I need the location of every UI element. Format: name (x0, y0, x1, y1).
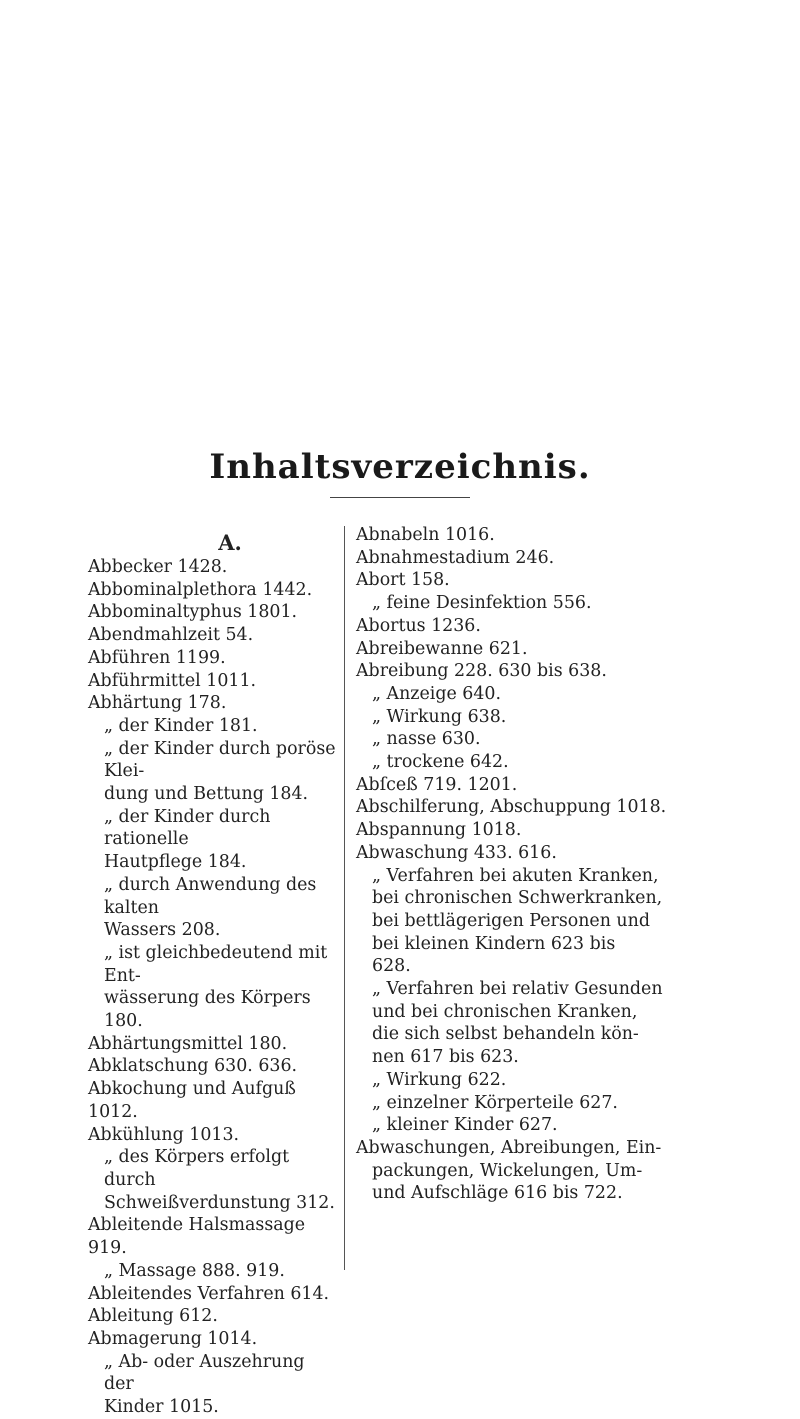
index-entry: Ableitung 612. (88, 1306, 218, 1327)
index-entry: Abreibung 228. 630 bis 638. (356, 661, 607, 682)
index-continuation: nen 617 bis 623. (372, 1047, 519, 1068)
index-entry: Abhärtung 178. (88, 693, 227, 714)
index-entry: Abklatschung 630. 636. (88, 1056, 298, 1077)
index-entry: Abkühlung 1013. (88, 1124, 240, 1145)
index-continuation: 628. (372, 956, 411, 977)
index-subentry: „ der Kinder durch poröse Klei- (104, 738, 336, 782)
index-entry: Abhärtungsmittel 180. (88, 1033, 288, 1054)
index-subentry: „ ist gleichbedeutend mit Ent- (104, 942, 328, 986)
index-entry: Abschilferung, Abschuppung 1018. (356, 797, 667, 818)
index-continuation: Schweißverdunstung 312. (104, 1192, 335, 1213)
index-subentry: „ kleiner Kinder 627. (372, 1115, 558, 1136)
right-column (356, 524, 736, 1205)
index-subentry: „ feine Desinfektion 556. (372, 593, 592, 614)
index-entry: Abmagerung 1014. (88, 1328, 258, 1349)
index-entry: Abspannung 1018. (356, 820, 522, 841)
index-subentry: „ nasse 630. (372, 729, 481, 750)
index-subentry: „ Verfahren bei akuten Kranken, (372, 865, 659, 886)
index-continuation: bei bettlägerigen Personen und (372, 910, 650, 931)
index-entry: Abbominaltyphus 1801. (88, 602, 298, 623)
index-entry: Abendmahlzeit 54. (88, 625, 254, 646)
section-letter: A. (218, 530, 242, 555)
index-continuation: dung und Bettung 184. (104, 784, 309, 805)
index-continuation: Hautpflege 184. (104, 852, 247, 873)
index-continuation: und bei chronischen Kranken, (372, 1001, 638, 1022)
column-divider (344, 526, 345, 1270)
index-subentry: „ Massage 888. 919. (104, 1260, 285, 1281)
left-column (88, 530, 336, 1419)
index-continuation: Kinder 1015. (104, 1397, 219, 1418)
title-rule (330, 497, 470, 498)
index-entry: Abwaschung 433. 616. (356, 842, 557, 863)
index-entry: Abführen 1199. (88, 647, 226, 668)
index-subentry: „ der Kinder durch rationelle (104, 806, 271, 850)
index-subentry: „ einzelner Körperteile 627. (372, 1092, 618, 1113)
index-entry: Abbominalplethora 1442. (88, 579, 313, 600)
index-entry: Abkochung und Aufguß 1012. (88, 1079, 296, 1122)
index-subentry: „ Wirkung 638. (372, 706, 507, 727)
index-entry: Abführmittel 1011. (88, 670, 257, 691)
index-continuation: und Aufschläge 616 bis 722. (372, 1183, 623, 1204)
index-subentry: „ durch Anwendung des kalten (104, 874, 317, 918)
index-subentry: „ Anzeige 640. (372, 683, 501, 704)
index-entry: Abreibewanne 621. (356, 638, 528, 659)
index-entry: Abortus 1236. (356, 615, 481, 636)
index-continuation: die sich selbst behandeln kön- (372, 1024, 639, 1045)
index-subentry: „ Ab- oder Auszehrung der (104, 1351, 305, 1395)
index-entry: Ableitendes Verfahren 614. (88, 1283, 330, 1304)
index-continuation: wässerung des Körpers 180. (104, 988, 311, 1032)
index-continuation: bei kleinen Kindern 623 bis (372, 933, 616, 954)
index-subentry: „ Verfahren bei relativ Gesunden (372, 979, 663, 1000)
index-entry: Abſceß 719. 1201. (356, 774, 518, 795)
index-subentry: „ des Körpers erfolgt durch (104, 1147, 290, 1190)
index-entry: Abort 158. (356, 570, 450, 591)
index-entry: Abbecker 1428. (88, 557, 228, 577)
index-continuation: Wassers 208. (104, 920, 221, 941)
index-subentry: „ Wirkung 622. (372, 1069, 507, 1090)
index-entry: Abnahmestadium 246. (356, 547, 555, 568)
index-entry: Ableitende Halsmassage 919. (88, 1215, 306, 1259)
index-subentry: „ trockene 642. (372, 752, 509, 773)
index-continuation: bei chronischen Schwerkranken, (372, 888, 663, 909)
index-continuation: packungen, Wickelungen, Um- (372, 1160, 643, 1181)
page-title: Inhaltsverzeichnis. (209, 447, 591, 487)
index-subentry: „ der Kinder 181. (104, 715, 258, 736)
index-entry: Abwaschungen, Abreibungen, Ein- (356, 1137, 662, 1158)
index-entry: Abnabeln 1016. (356, 525, 495, 545)
